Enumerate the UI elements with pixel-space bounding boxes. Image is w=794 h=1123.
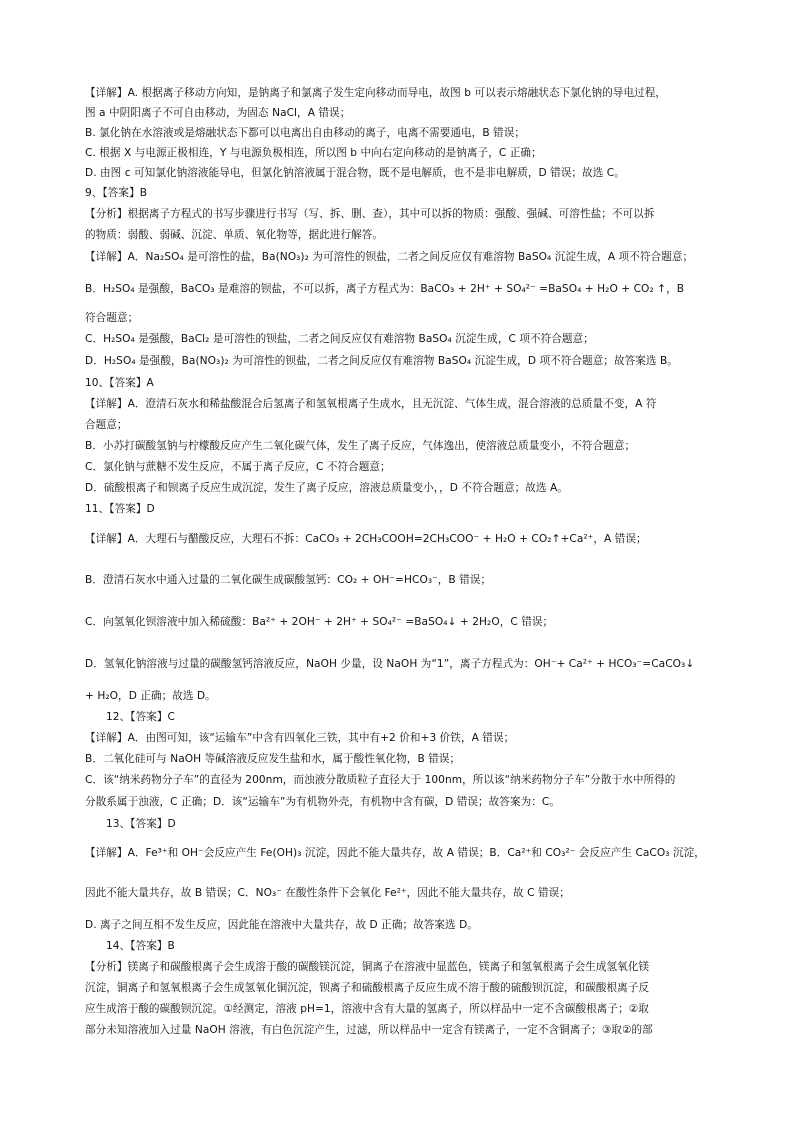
text-line: 【详解】A. 根据离子移动方向知，是钠离子和氯离子发生定向移动而导电，故图 b 可以表示熔融状态下氯化钠的导电过程， bbox=[85, 87, 667, 99]
text-line: 沉淀，铜离子和氢氧根离子会生成氢氧化铜沉淀，钡离子和硫酸根离子反应生成不溶于酸的硫酸钡沉淀，和碳酸根离子反 bbox=[85, 982, 650, 994]
text-line: 【分析】镁离子和碳酸根离子会生成溶于酸的碳酸镁沉淀，铜离子在溶液中显蓝色，镁离子和氢氧根离子会生成氢氧化镁 bbox=[85, 961, 650, 973]
text-line: 【详解】A．Na₂SO₄ 是可溶性的盐，Ba(NO₃)₂ 为可溶性的钡盐，二者之间反应仅有难溶物 BaSO₄ 沉淀生成，A 项不符合题意； bbox=[85, 251, 694, 263]
answer-heading: 11、【答案】D bbox=[85, 503, 155, 515]
answer-heading: 10、【答案】A bbox=[85, 377, 154, 389]
answer-heading: 9、【答案】B bbox=[85, 187, 148, 199]
text-line: + H₂O，D 正确；故选 D。 bbox=[85, 690, 216, 702]
text-line: D. 离子之间互相不发生反应，因此能在溶液中大量共存，故 D 正确；故答案选 D。 bbox=[85, 919, 478, 931]
text-line: 符合题意； bbox=[85, 312, 139, 324]
text-line: 图 a 中阴阳离子不可自由移动，为固态 NaCl，A 错误； bbox=[85, 107, 351, 119]
answer-heading: 14、【答案】B bbox=[106, 940, 175, 952]
text-line: 因此不能大量共存，故 B 错误；C．NO₃⁻ 在酸性条件下会氧化 Fe²⁺，因此不能大量共存，故 C 错误； bbox=[85, 887, 570, 899]
text-line: D. 由图 c 可知氯化钠溶液能导电，但氯化钠溶液属于混合物，既不是电解质，也不是非电解质，D 错误；故选 C。 bbox=[85, 167, 625, 179]
text-line: C．氯化钠与蔗糖不发生反应，不属于离子反应，C 不符合题意； bbox=[85, 461, 391, 473]
text-line: 部分未知溶液加入过量 NaOH 溶液，有白色沉淀产生，过滤，所以样品中一定含有镁离子，一定不含铜离子；③取②的部 bbox=[85, 1024, 653, 1036]
text-line: 应生成溶于酸的碳酸钡沉淀。①经测定，溶液 pH=1，溶液中含有大量的氢离子，所以样品中一定不含碳酸根离子；②取 bbox=[85, 1003, 649, 1015]
text-line: 【详解】A．Fe³⁺和 OH⁻会反应产生 Fe(OH)₃ 沉淀，因此不能大量共存，故 A 错误；B．Ca²⁺和 CO₃²⁻ 会反应产生 CaCO₃ 沉淀， bbox=[85, 847, 705, 859]
text-line: C．向氢氧化钡溶液中加入稀硫酸：Ba²⁺ + 2OH⁻ + 2H⁺ + SO₄²⁻ =BaSO₄↓ + 2H₂O，C 错误； bbox=[85, 616, 554, 628]
text-line: 【详解】A．澄清石灰水和稀盐酸混合后氢离子和氢氧根离子生成水，且无沉淀、气体生成，混合溶液的总质量不变，A 符 bbox=[85, 398, 657, 410]
text-line: C．H₂SO₄ 是强酸，BaCl₂ 是可溶性的钡盐，二者之间反应仅有难溶物 BaSO₄ 沉淀生成，C 项不符合题意； bbox=[85, 333, 594, 345]
text-line: D．硫酸根离子和钡离子反应生成沉淀，发生了离子反应，溶液总质量变小，，D 不符合题意；故选 A。 bbox=[85, 482, 568, 494]
text-line: B．澄清石灰水中通入过量的二氧化碳生成碳酸氢钙：CO₂ + OH⁻=HCO₃⁻，B 错误； bbox=[85, 574, 492, 586]
text-line: C．该“纳米药物分子车”的直径为 200nm，而浊液分散质粒子直径大于 100nm，所以该“纳米药物分子车”分散于水中所得的 bbox=[85, 774, 676, 786]
text-line: 分散系属于浊液，C 正确；D．该“运输车”为有机物外壳，有机物中含有碳，D 错误；故答案为：C。 bbox=[85, 796, 560, 808]
text-line: B. 氯化钠在水溶液或是熔融状态下都可以电离出自由移动的离子，电离不需要通电，B 错误； bbox=[85, 127, 525, 139]
text-line: 【详解】A．大理石与醋酸反应，大理石不拆：CaCO₃ + 2CH₃COOH=2CH₃COO⁻ + H₂O + CO₂↑+Ca²⁺，A 错误； bbox=[85, 533, 647, 545]
text-line: 的物质：弱酸、弱碱、沉淀、单质、氧化物等，据此进行解答。 bbox=[85, 229, 384, 241]
text-line: D．氢氧化钠溶液与过量的碳酸氢钙溶液反应，NaOH 少量，设 NaOH 为“1”，离子方程式为：OH⁻+ Ca²⁺ + HCO₃⁻=CaCO₃↓ bbox=[85, 658, 695, 670]
text-line: B．小苏打碳酸氢钠与柠檬酸反应产生二氧化碳气体，发生了离子反应，气体逸出，使溶液总质量变小，不符合题意； bbox=[85, 440, 636, 452]
text-line: C. 根据 X 与电源正极相连，Y 与电源负极相连，所以图 b 中向右定向移动的是钠离子，C 正确； bbox=[85, 147, 542, 159]
text-line: 合题意； bbox=[85, 419, 128, 431]
text-line: 【详解】A．由图可知，该“运输车”中含有四氧化三铁，其中有+2 价和+3 价铁，A 错误； bbox=[85, 732, 515, 744]
text-line: B．H₂SO₄ 是强酸，BaCO₃ 是难溶的钡盐，不可以拆，离子方程式为：BaCO₃ + 2H⁺ + SO₄²⁻ =BaSO₄ + H₂O + CO₂ ↑，B bbox=[85, 283, 685, 295]
answer-heading: 13、【答案】D bbox=[106, 818, 176, 830]
text-line: D．H₂SO₄ 是强酸，Ba(NO₃)₂ 为可溶性的钡盐，二者之间反应仅有难溶物 BaSO₄ 沉淀生成，D 项不符合题意；故答案选 B。 bbox=[85, 355, 678, 367]
answer-heading: 12、【答案】C bbox=[106, 711, 175, 723]
text-line: 【分析】根据离子方程式的书写步骤进行书写（写、拆、删、查），其中可以拆的物质：强酸、强碱、可溶性盐；不可以拆 bbox=[85, 208, 655, 220]
text-line: B．二氧化硅可与 NaOH 等碱溶液反应发生盐和水，属于酸性氧化物，B 错误； bbox=[85, 753, 461, 765]
